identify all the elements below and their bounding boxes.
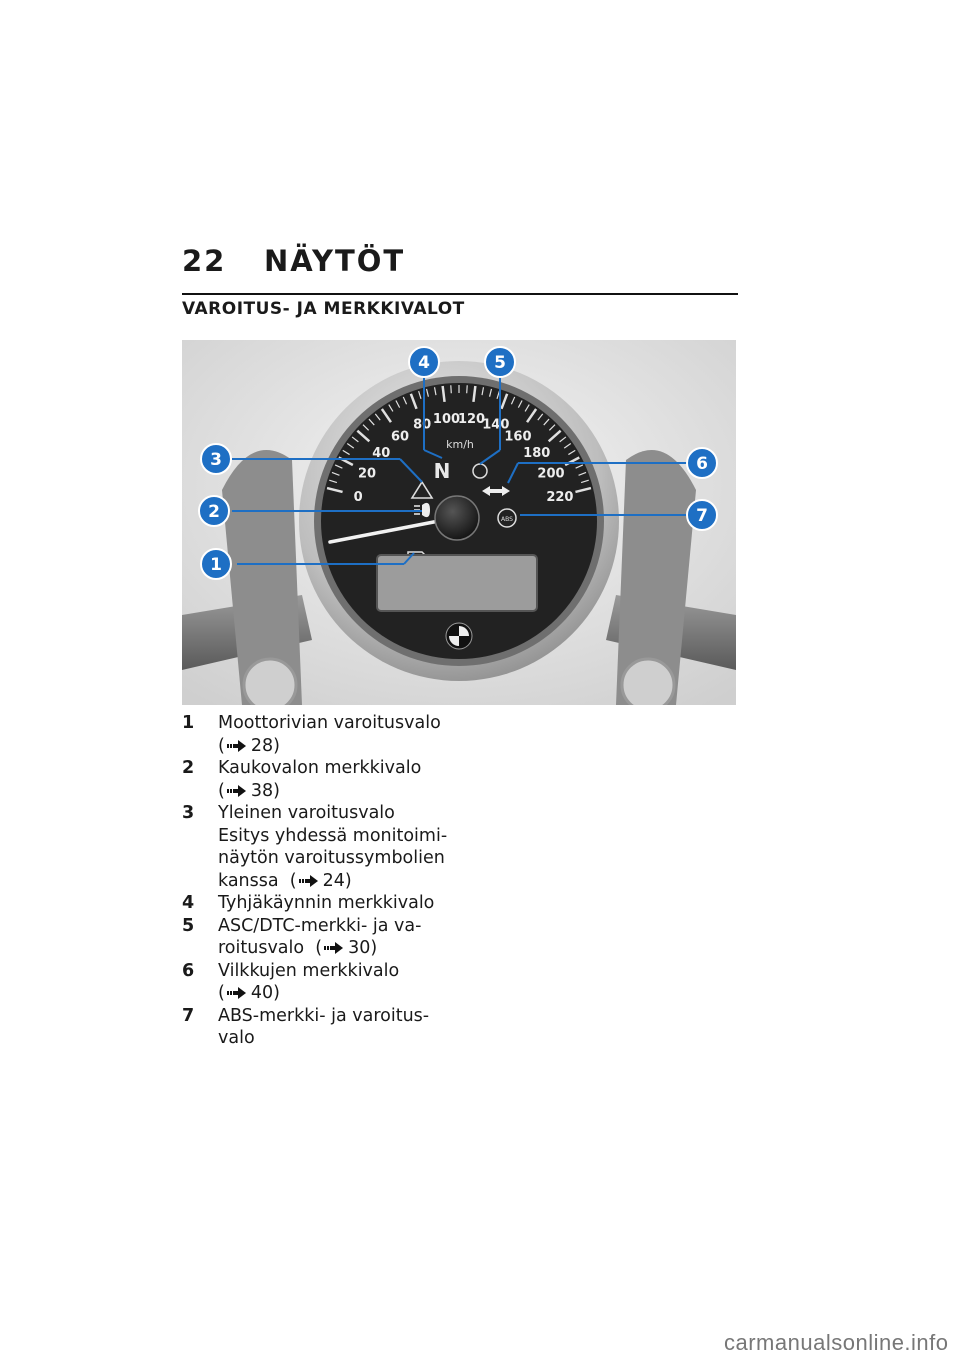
legend-number: 3: [182, 803, 195, 823]
dial-speed-label: 20: [357, 466, 377, 482]
page-title: NÄYTÖT: [264, 244, 406, 278]
callout-badge-2: [199, 496, 229, 526]
legend-number: 6: [182, 960, 195, 981]
dial-speed-label: 60: [390, 429, 410, 445]
svg-text:5: 5: [494, 353, 506, 373]
bolt-right: [622, 659, 674, 705]
legend-item: [182, 712, 482, 757]
legend-number: 7: [182, 1005, 195, 1026]
legend-item: [182, 802, 482, 892]
dial-speed-label: 180: [523, 445, 551, 461]
high-beam-icon: [422, 503, 430, 517]
svg-text:2: 2: [208, 502, 220, 522]
neutral-indicator: N: [433, 459, 451, 483]
page-reference: roitusvalo ( 30): [218, 938, 378, 958]
reference-arrow-icon: [227, 785, 247, 797]
legend-description: Vilkkujen merkkivalo ( 40): [218, 960, 482, 1005]
callout-badge-1: [201, 549, 231, 579]
bolt-left: [244, 659, 296, 705]
svg-text:3: 3: [210, 450, 222, 470]
dial-speed-label: 100: [432, 411, 461, 427]
legend-item: [182, 960, 482, 1005]
legend-description: Tyhjäkäynnin merkkivalo: [218, 893, 435, 913]
legend-description: Moottorivian varoitusvalo ( 28): [218, 712, 482, 757]
callout-badge-3: [201, 444, 231, 474]
callout-badge-6: [687, 448, 717, 478]
legend-item: [182, 892, 482, 915]
dial-speed-label: 120: [457, 411, 486, 427]
speedometer-figure: [182, 340, 736, 705]
dial-speed-label: 220: [546, 489, 574, 505]
dial-speed-label: 40: [372, 445, 391, 461]
legend-number: 1: [182, 713, 195, 733]
needle-hub: [435, 496, 479, 540]
dial-unit: km/h: [446, 438, 474, 451]
legend-description: Kaukovalon merkkivalo ( 38): [218, 757, 482, 802]
svg-text:7: 7: [696, 506, 708, 526]
legend-number: 5: [182, 915, 195, 936]
legend-description: ASC/DTC-merkki- ja va- roitusvalo ( 30): [218, 915, 482, 960]
callout-badge-5: [485, 347, 515, 377]
page-reference: ( 38): [218, 780, 280, 801]
section-title: VAROITUS- JA MERKKIVALOT: [182, 299, 465, 319]
dial-speed-label: 0: [353, 489, 363, 505]
legend-item: [182, 915, 482, 960]
dial-speed-label: 200: [537, 466, 565, 482]
svg-text:6: 6: [696, 454, 708, 474]
legend-number: 4: [182, 893, 195, 913]
page-reference: ( 28): [218, 735, 280, 756]
page-reference: ( 40): [218, 983, 280, 1003]
speedometer-illustration: [182, 340, 736, 705]
dial-speed-label: 80: [413, 417, 432, 433]
callout-badge-7: [687, 500, 717, 530]
reference-arrow-icon: [299, 875, 319, 887]
legend-description: Yleinen varoitusvalo Esitys yhdessä monitoimi- näytön varoitussymbolien kanssa ( 24): [218, 802, 482, 892]
legend-number: 2: [182, 758, 195, 778]
page-number: 22: [182, 244, 227, 278]
svg-text:1: 1: [210, 555, 222, 575]
legend-item: [182, 757, 482, 802]
legend-list: [182, 712, 482, 1050]
watermark: carmanualsonline.info: [724, 1330, 949, 1355]
legend-item: [182, 1005, 482, 1050]
svg-text:4: 4: [418, 353, 430, 373]
legend-description: ABS-merkki- ja varoitus- valo: [218, 1005, 430, 1048]
reference-arrow-icon: [324, 942, 344, 954]
reference-arrow-icon: [227, 740, 247, 752]
callout-badge-4: [409, 347, 439, 377]
dial-speed-label: 140: [482, 417, 510, 433]
page-reference: kanssa ( 24): [218, 870, 352, 891]
reference-arrow-icon: [227, 987, 247, 999]
svg-text:ABS: ABS: [501, 516, 513, 523]
dial-speed-label: 160: [504, 429, 532, 445]
header-rule: [182, 293, 738, 295]
